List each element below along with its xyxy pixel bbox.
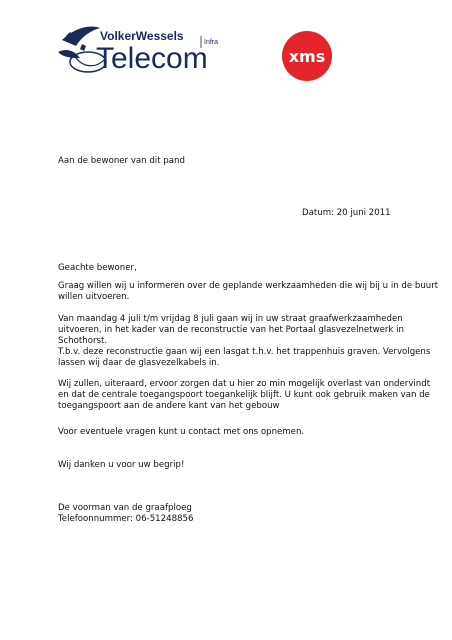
paragraph-thanks: Wij danken u voor uw begrip! bbox=[58, 460, 185, 470]
xms-logo bbox=[281, 30, 333, 82]
paragraph-schedule: Van maandag 4 juli t/m vrijdag 8 juli gaan wij in uw straat graafwerkzaamheden uitvoeren, in het kader van de reconstructie van het Portaal glasvezelnetwerk in Schothorst. T.b.v. deze reconstructie gaan wij een lasgat t.h.v. het trappenhuis graven. Vervolgens lassen wij daar de glasvezelkabels in. bbox=[58, 314, 431, 368]
paragraph-questions: Voor eventuele vragen kunt u contact met ons opnemen. bbox=[58, 427, 305, 437]
xms-logo-text: xms bbox=[288, 47, 326, 66]
signature-phone: Telefoonnummer: 06-51248856 bbox=[58, 514, 194, 524]
signature-block bbox=[58, 503, 418, 525]
volkerwessels-telecom-logo bbox=[56, 18, 236, 82]
signature-role: De voorman van de graafploeg bbox=[58, 503, 192, 513]
paragraph-intro: Graag willen wij u informeren over de geplande werkzaamheden die wij bij u in de buurt willen uitvoeren. bbox=[58, 281, 439, 302]
logo-name-text: Telecom bbox=[96, 42, 208, 75]
logo-brand-text: VolkerWessels bbox=[100, 29, 184, 43]
letter-date: Datum: 20 juni 2011 bbox=[302, 208, 391, 218]
salutation: Geachte bewoner, bbox=[58, 263, 137, 273]
paragraph-access: Wij zullen, uiteraard, ervoor zorgen dat u hier zo min mogelijk overlast van ondervindt en dat de centrale toegangspoort toegankelijk blijft. U kunt ook gebruik maken van de toegangspoort aan de andere kant van het gebouw bbox=[58, 379, 431, 411]
addressee: Aan de bewoner van dit pand bbox=[58, 156, 185, 166]
logo-division-text: Infra bbox=[204, 39, 219, 46]
